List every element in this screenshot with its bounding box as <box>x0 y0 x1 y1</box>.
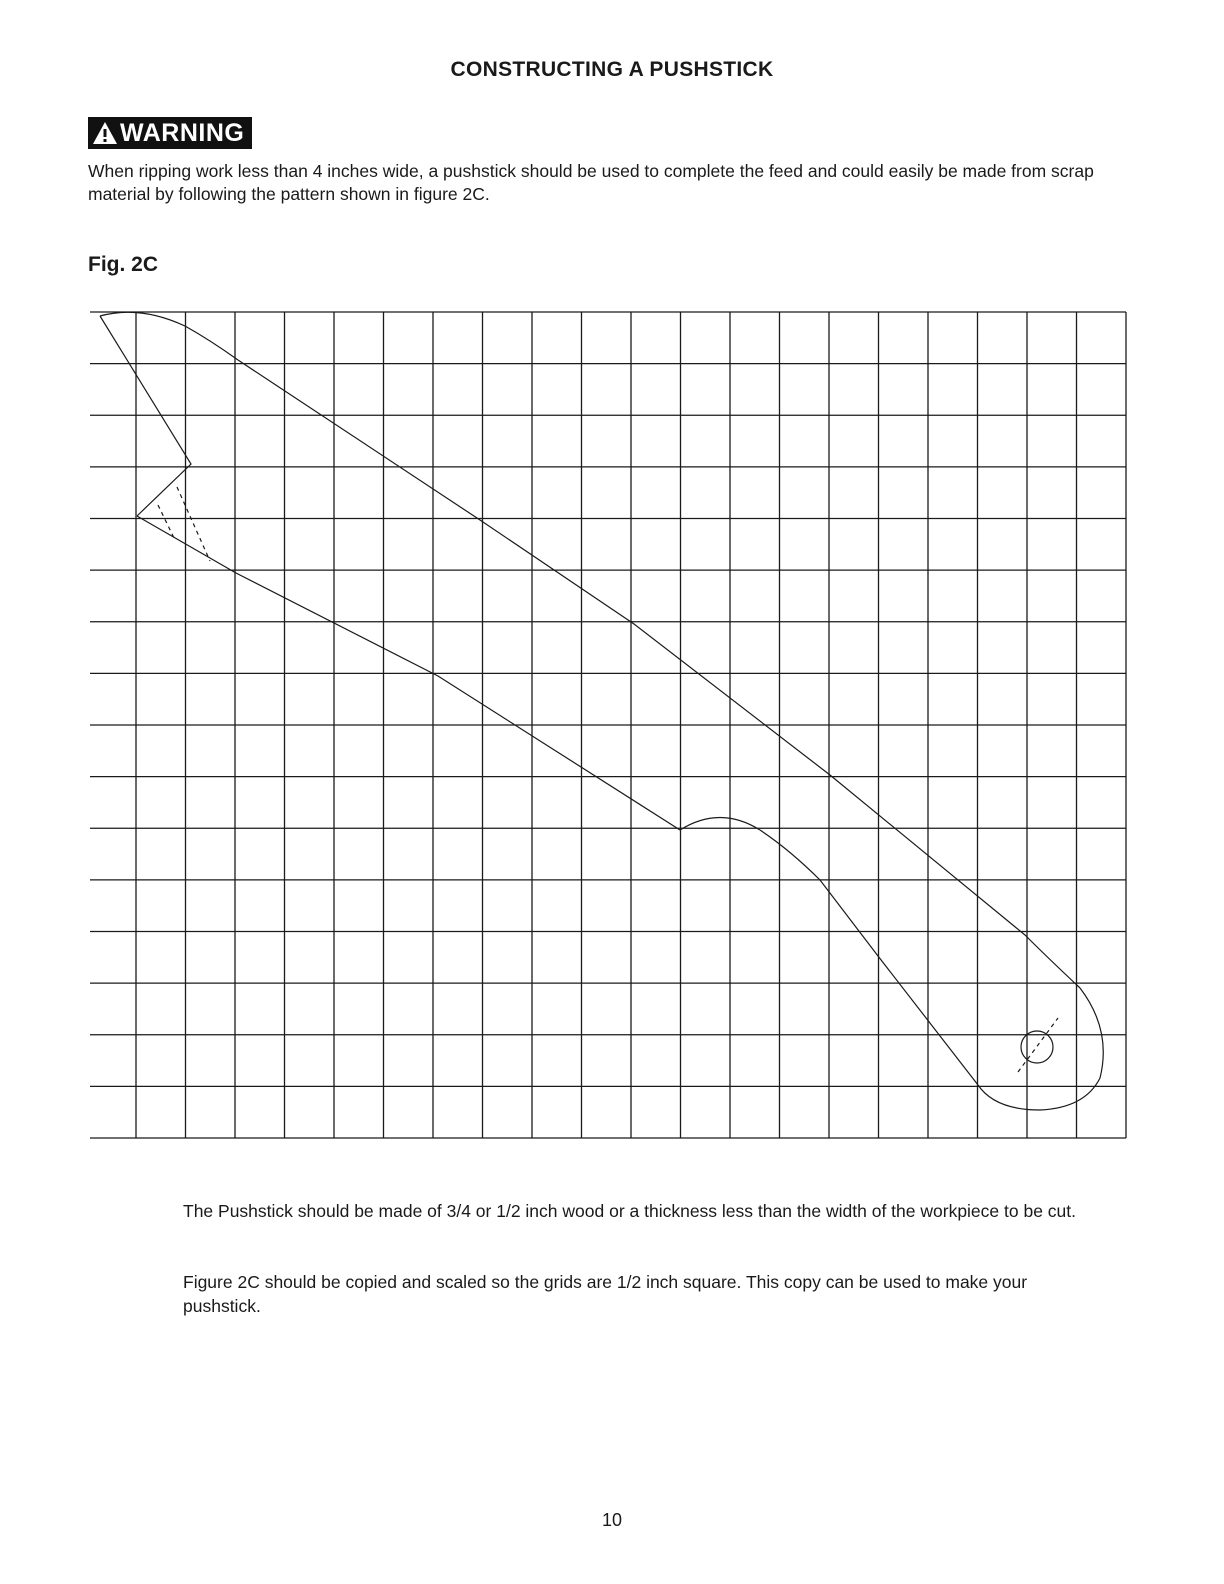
pushstick-handle-end <box>978 988 1103 1110</box>
paragraph-thickness: The Pushstick should be made of 3/4 or 1/2 inch wood or a thickness less than the width of the workpiece to be cut. <box>183 1201 1077 1221</box>
paragraph-scaling: Figure 2C should be copied and scaled so the grids are 1/2 inch square. This copy can be used to make your pushstick. <box>183 1272 1028 1316</box>
figure-grid <box>90 312 1126 1138</box>
pushstick-handle-lower-edge <box>760 830 978 1085</box>
hole-centerline <box>1018 1018 1058 1072</box>
warning-text: When ripping work less than 4 inches wide, a pushstick should be used to complete the feed and could easily be made from scrap material by following the pattern shown in figure 2C. <box>88 161 1094 204</box>
warning-label: WARNING <box>120 119 245 147</box>
page-title: CONSTRUCTING A PUSHSTICK <box>450 58 774 81</box>
pushstick-top-tip-curve <box>100 312 238 360</box>
page-number: 10 <box>601 1510 623 1530</box>
pushstick-hang-hole <box>1021 1031 1053 1063</box>
tip-dashed-line-2 <box>177 487 210 561</box>
pushstick-tip <box>100 316 191 516</box>
pushstick-outline <box>100 312 1103 1110</box>
figure-label: Fig. 2C <box>88 253 159 276</box>
tip-dashed-line-1 <box>158 505 175 540</box>
